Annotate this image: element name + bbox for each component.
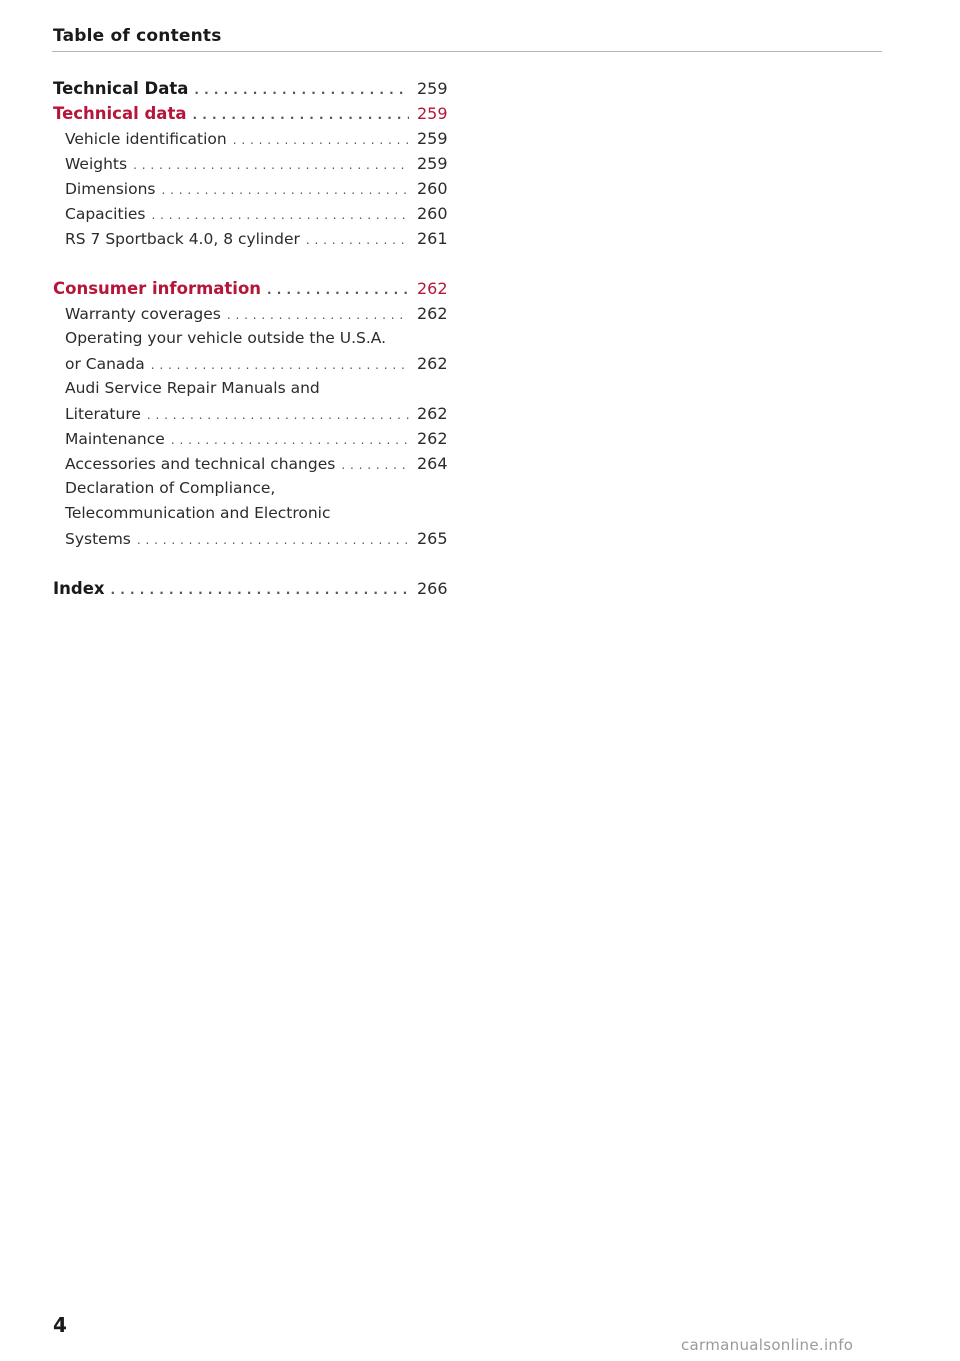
toc-section-label: Consumer information xyxy=(53,279,262,298)
toc-page-number: 262 xyxy=(417,279,448,298)
dot-leader xyxy=(133,153,409,178)
dot-leader xyxy=(194,78,409,103)
dot-leader xyxy=(151,203,409,228)
dot-leader xyxy=(137,528,409,553)
dot-leader xyxy=(192,103,409,128)
toc-entry-label: Systems xyxy=(65,530,131,548)
toc-page-number: 260 xyxy=(417,204,448,223)
toc-entry-maintenance[interactable] xyxy=(53,426,453,451)
toc-entry-label: Capacities xyxy=(65,205,146,223)
toc-entry-label: Accessories and technical changes xyxy=(65,455,336,473)
dot-leader xyxy=(151,353,409,378)
toc-entry-label: Declaration of Compliance, xyxy=(65,479,276,497)
header-divider xyxy=(52,51,882,52)
toc-entry-label: Warranty coverages xyxy=(65,305,221,323)
toc-chapter-index[interactable] xyxy=(53,576,453,601)
toc-entry-rs7-sportback[interactable] xyxy=(53,226,453,251)
toc-page-number: 261 xyxy=(417,229,448,248)
toc-entry-weights[interactable] xyxy=(53,151,453,176)
toc-page-number: 262 xyxy=(417,404,448,423)
toc-page-number: 266 xyxy=(417,579,448,598)
toc-chapter-technical[interactable] xyxy=(53,76,453,101)
page-header-title: Table of contents xyxy=(53,26,222,46)
toc-entry-label: Dimensions xyxy=(65,180,156,198)
dot-leader xyxy=(341,453,409,478)
toc-entry-label: Audi Service Repair Manuals and xyxy=(65,379,320,397)
toc-entry-label: Vehicle identification xyxy=(65,130,227,148)
toc-page-number: 260 xyxy=(417,179,448,198)
toc-entry-accessories[interactable] xyxy=(53,451,453,476)
toc-entry-label: Telecommunication and Electronic xyxy=(65,504,331,522)
toc-entry-dimensions[interactable] xyxy=(53,176,453,201)
watermark-text: carmanualsonline.info xyxy=(681,1336,854,1354)
toc-chapter-label: Index xyxy=(53,579,105,598)
toc-entry-label: Operating your vehicle outside the U.S.A. xyxy=(65,329,387,347)
toc-entry-vehicle-identification[interactable] xyxy=(53,126,453,151)
toc-entry-capacities[interactable] xyxy=(53,201,453,226)
dot-leader xyxy=(161,178,409,203)
toc-entry-warranty-coverages[interactable] xyxy=(53,301,453,326)
toc-page-number: 259 xyxy=(417,79,448,98)
toc-page-number: 262 xyxy=(417,304,448,323)
toc-entry-declaration-line1[interactable] xyxy=(53,476,453,501)
toc-entry-label: Weights xyxy=(65,155,128,173)
table-of-contents xyxy=(53,76,453,601)
toc-entry-operating-outside-line1[interactable] xyxy=(53,326,453,351)
toc-entry-label: or Canada xyxy=(65,355,145,373)
page-number: 4 xyxy=(53,1313,67,1337)
toc-entry-label: RS 7 Sportback 4.0, 8 cylinder xyxy=(65,230,300,248)
toc-page-number: 264 xyxy=(417,454,448,473)
dot-leader xyxy=(267,278,409,303)
dot-leader xyxy=(233,128,409,153)
toc-section-consumer-information[interactable] xyxy=(53,276,453,301)
toc-page-number: 259 xyxy=(417,104,448,123)
toc-entry-declaration-line2[interactable] xyxy=(53,501,453,526)
section-spacer xyxy=(53,551,453,576)
toc-chapter-label: Technical Data xyxy=(53,79,189,98)
toc-section-label: Technical data xyxy=(53,104,187,123)
dot-leader xyxy=(147,403,409,428)
toc-entry-repair-manuals-line1[interactable] xyxy=(53,376,453,401)
dot-leader xyxy=(171,428,409,453)
toc-page-number: 262 xyxy=(417,429,448,448)
toc-entry-label: Maintenance xyxy=(65,430,165,448)
toc-page-number: 262 xyxy=(417,354,448,373)
dot-leader xyxy=(227,303,409,328)
toc-page-number: 259 xyxy=(417,154,448,173)
toc-page-number: 265 xyxy=(417,529,448,548)
toc-section-technical-data[interactable] xyxy=(53,101,453,126)
toc-entry-operating-outside[interactable] xyxy=(53,351,453,376)
toc-entry-label: Literature xyxy=(65,405,141,423)
dot-leader xyxy=(306,228,409,253)
toc-entry-repair-manuals[interactable] xyxy=(53,401,453,426)
section-spacer xyxy=(53,251,453,276)
toc-entry-declaration[interactable] xyxy=(53,526,453,551)
dot-leader xyxy=(111,578,409,603)
toc-page-number: 259 xyxy=(417,129,448,148)
